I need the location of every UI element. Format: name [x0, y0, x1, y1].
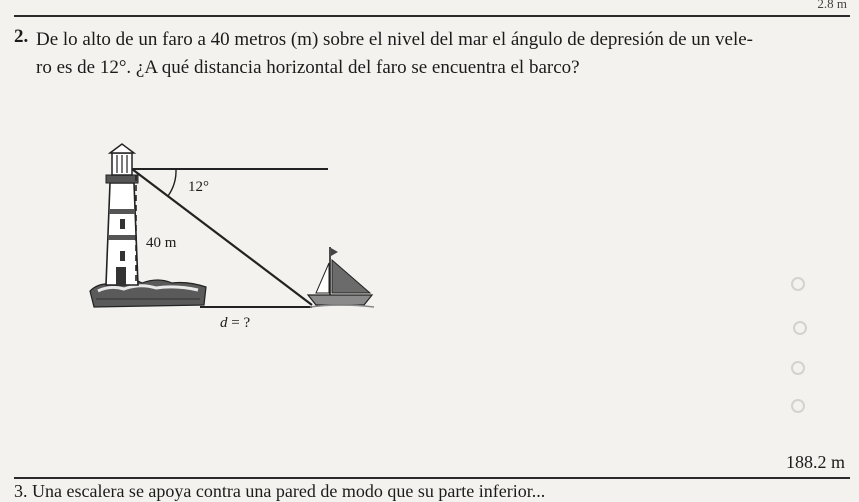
top-divider: [14, 15, 850, 17]
bleed-through-marks: [740, 270, 810, 420]
distance-variable: d: [220, 315, 228, 331]
question-number: 2.: [14, 26, 29, 47]
bottom-divider: [14, 477, 850, 479]
lighthouse-diagram: [80, 135, 390, 335]
distance-label: [220, 315, 250, 331]
answer-text: 188.2 m: [785, 452, 845, 472]
angle-label: 12°: [188, 179, 209, 195]
lighthouse-icon: [106, 144, 138, 285]
angle-arc: [168, 169, 176, 196]
previous-answer-fragment: 2.8 m: [817, 0, 847, 11]
distance-unknown: = ?: [227, 315, 251, 331]
question-text-line1: De lo alto de un faro a 40 metros (m) sobre el nivel del mar el ángulo de depresión de un vele-: [36, 29, 754, 50]
question-text-line2: ro es de 12°. ¿A qué distancia horizontal del faro se encuentra el barco?: [36, 57, 580, 78]
height-label: 40 m: [146, 235, 177, 251]
sailboat-icon: [308, 247, 374, 307]
next-question-fragment: 3. Una escalera se apoya contra una pared de modo que su parte inferior...: [14, 481, 546, 501]
question-text: [36, 26, 848, 82]
